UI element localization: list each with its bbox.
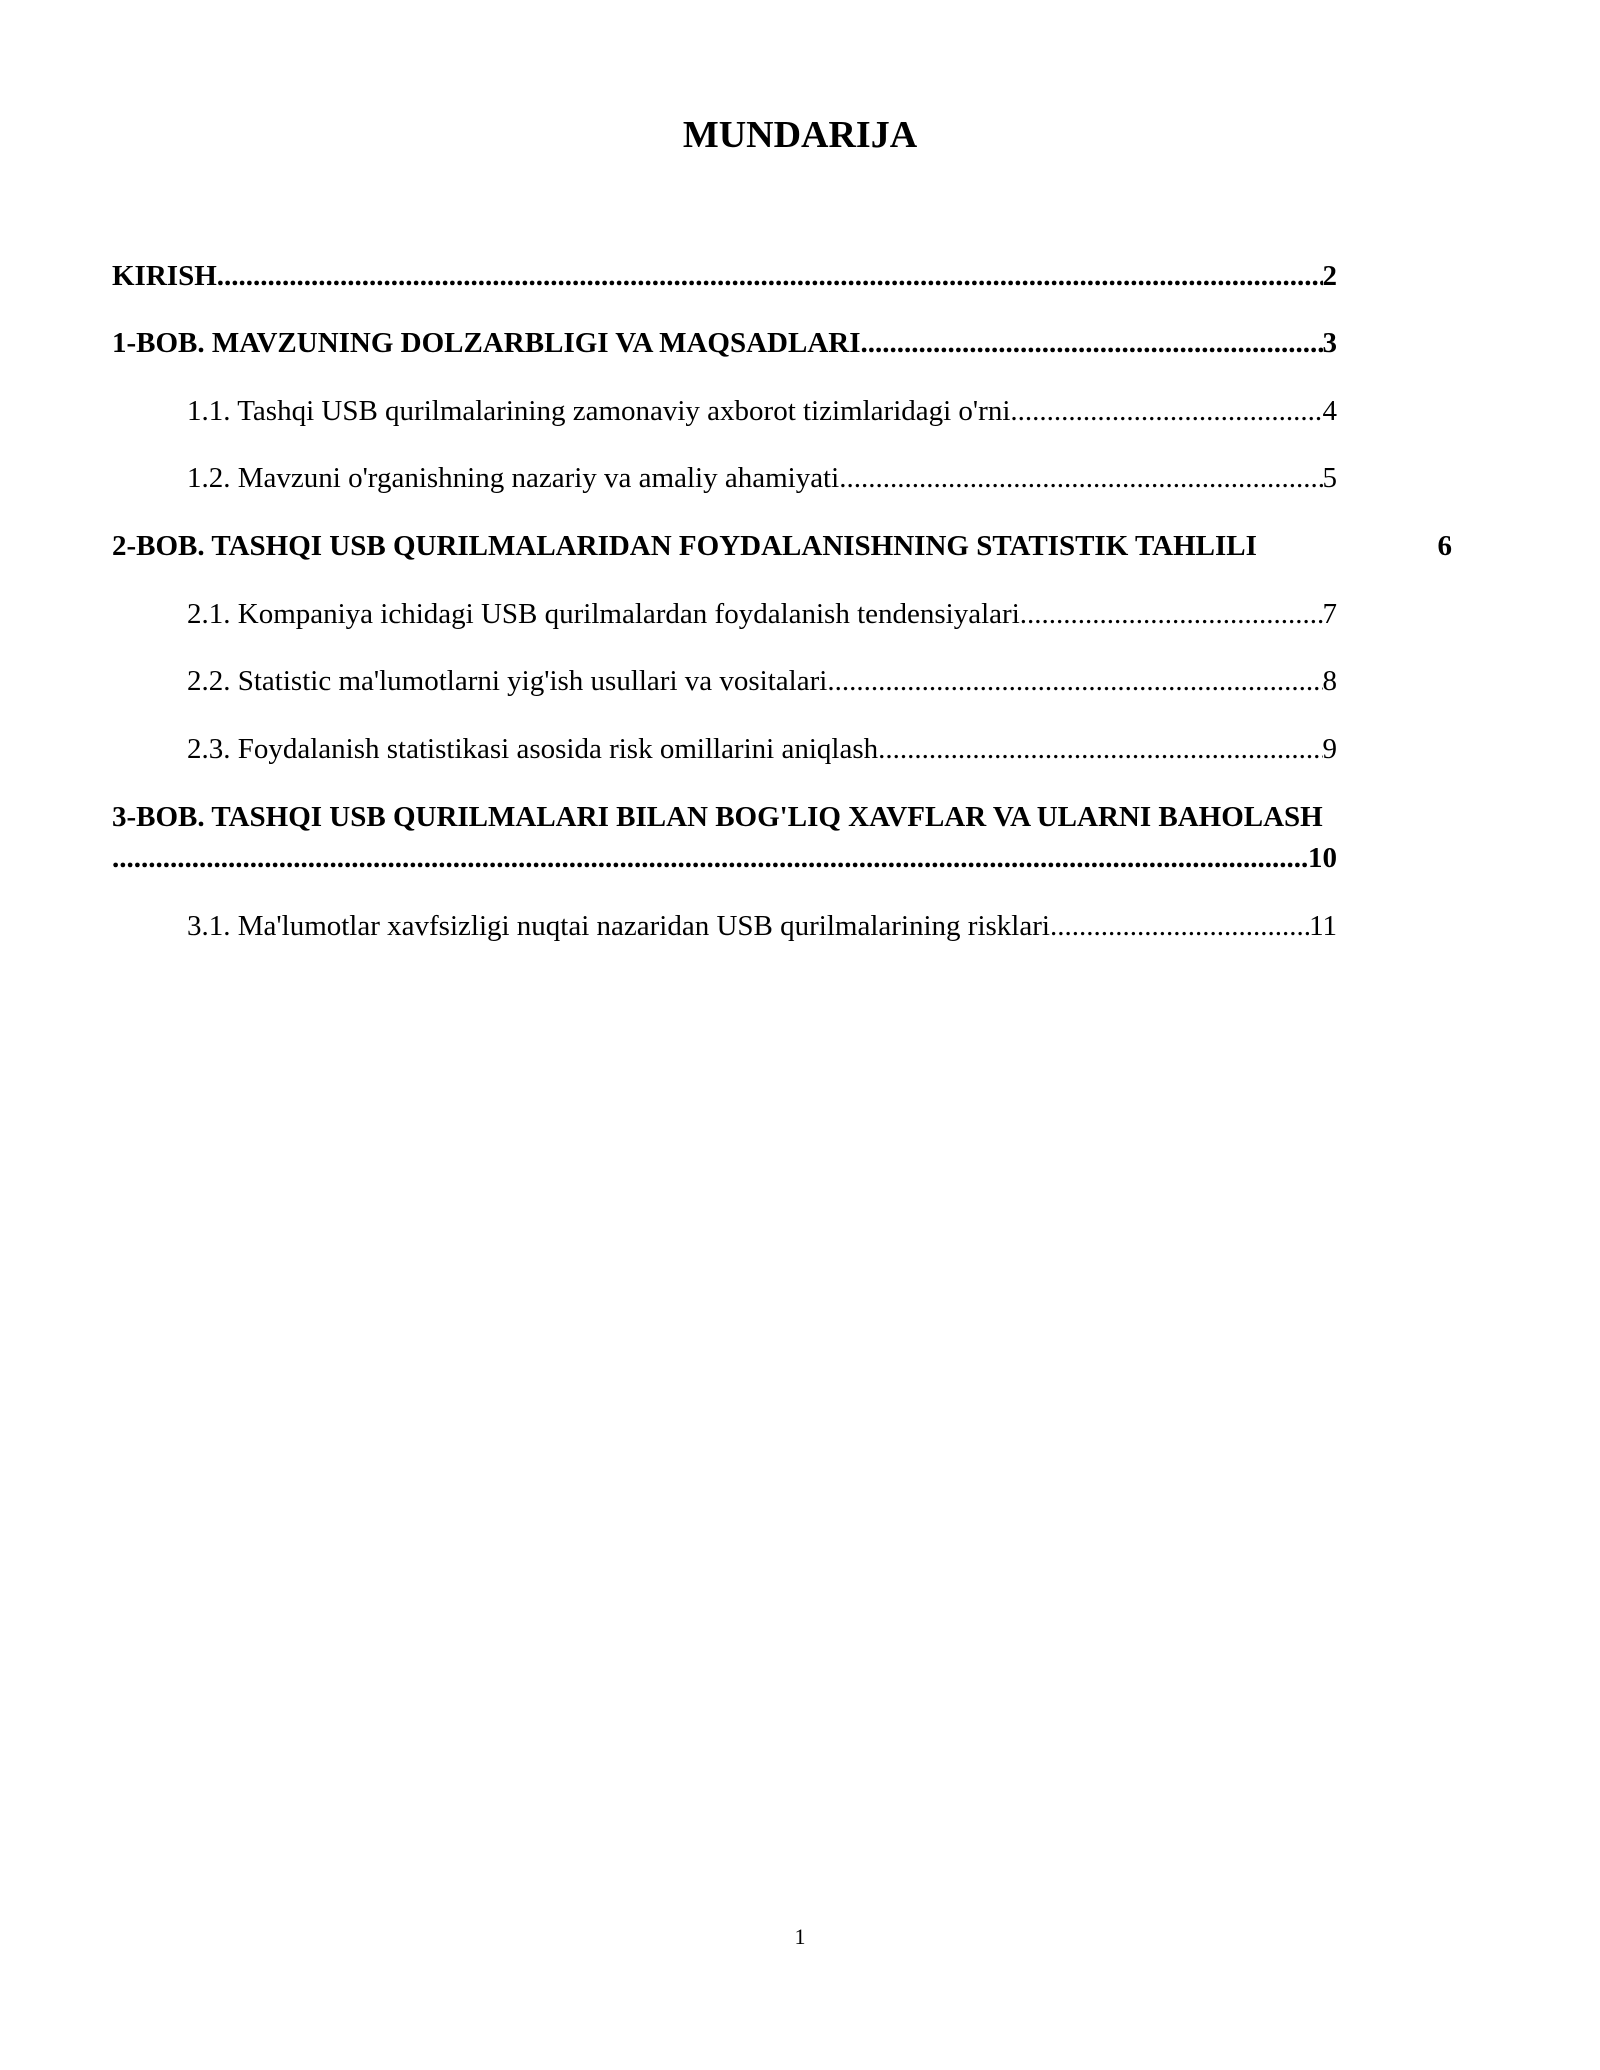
toc-entry-chapter-3[interactable] [112,797,1452,837]
toc-entry-label: 3.1. Ma'lumotlar xavfsizligi nuqtai nazaridan USB qurilmalarining risklari [187,910,1050,942]
toc-entry-page: 10 [1308,842,1337,874]
toc-leader-dots [827,661,1322,701]
toc-leader-dots [217,256,1323,296]
toc-leader-dots [1050,906,1309,946]
toc-entry-page: 5 [1322,462,1337,494]
toc-entry-section-2-2[interactable] [187,661,1337,701]
toc-entry-page: 2 [1322,260,1337,292]
toc-entry-kirish[interactable] [112,256,1337,296]
toc-entry-label: 1-BOB. MAVZUNING DOLZARBLIGI VA MAQSADLARI [112,327,861,359]
page-title: MUNDARIJA [682,114,918,156]
toc-entry-section-2-3[interactable] [187,729,1337,769]
toc-entry-label: 1.2. Mavzuni o'rganishning nazariy va amaliy ahamiyati [187,462,840,494]
toc-entry-page: 6 [1437,530,1452,562]
toc-leader-dots [861,323,1323,363]
toc-entry-label: 2-BOB. TASHQI USB QURILMALARIDAN FOYDALANISHNING STATISTIK TAHLILI [112,530,1257,562]
toc-leader-dots [1010,391,1322,431]
toc-entry-section-3-1[interactable] [187,906,1337,946]
toc-leader-dots [839,458,1322,498]
toc-entry-label: 2.3. Foydalanish statistikasi asosida risk omillarini aniqlash [187,733,879,765]
toc-entry-chapter-3-leader[interactable] [112,838,1337,878]
toc-entry-label: KIRISH [112,260,217,292]
toc-entry-label: 2.2. Statistic ma'lumotlarni yig'ish usullari va vositalari [187,665,828,697]
toc-leader-dots [112,838,1308,878]
toc-entry-label: 2.1. Kompaniya ichidagi USB qurilmalardan foydalanish tendensiyalari [187,598,1020,630]
toc-entry-label: 3-BOB. TASHQI USB QURILMALARI BILAN BOG'LIQ XAVFLAR VA ULARNI BAHOLASH [112,801,1323,833]
toc-entry-page: 8 [1322,665,1337,697]
toc-entry-section-1-2[interactable] [187,458,1337,498]
toc-entry-section-1-1[interactable] [187,391,1337,431]
toc-entry-page: 3 [1322,327,1337,359]
toc-entry-label: 1.1. Tashqi USB qurilmalarining zamonaviy axborot tizimlaridagi o'rni [187,395,1011,427]
toc-entry-page: 4 [1322,395,1337,427]
toc-entry-page: 11 [1309,910,1337,942]
toc-entry-page: 9 [1322,733,1337,765]
toc-entry-page: 7 [1322,598,1337,630]
toc-entry-chapter-2[interactable] [112,526,1452,566]
page-number: 1 [794,1924,806,1949]
toc-leader-dots [878,729,1322,769]
toc-entry-section-2-1[interactable] [187,594,1337,634]
toc-leader-dots [1020,594,1323,634]
toc-entry-chapter-1[interactable] [112,323,1337,363]
